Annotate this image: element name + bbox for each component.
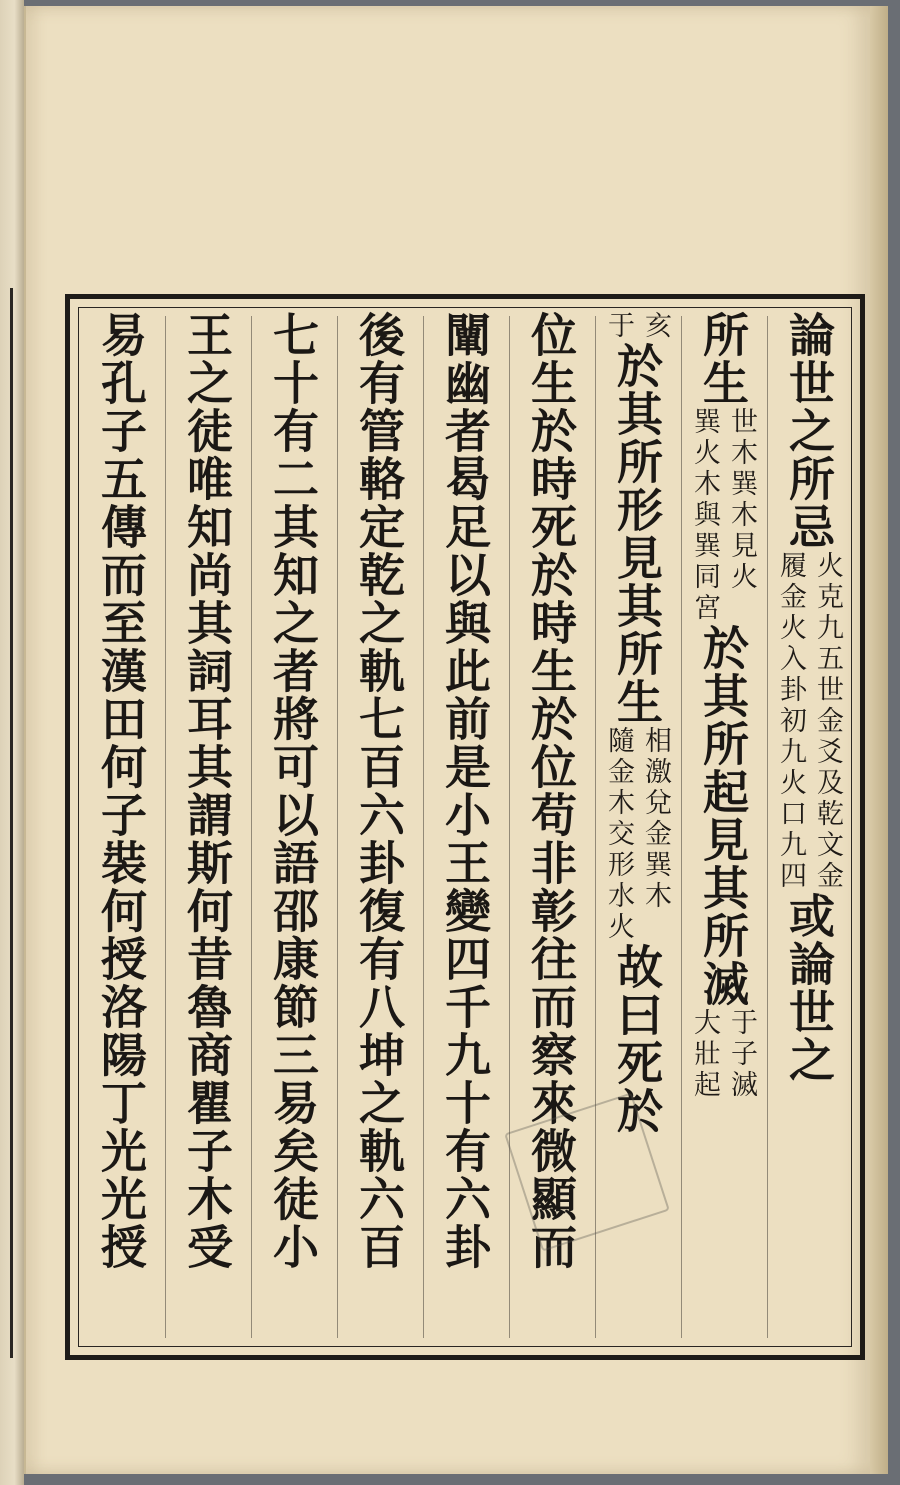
note-line: 隨金木交形水火 [603,726,634,943]
main-text: 易孔子五傳而至漢田何子裝何授洛陽丁光光授 [94,311,148,1271]
interlinear-note [688,407,758,624]
note-line: 世木巽木見火 [726,407,757,593]
main-text: 於其所起見其所滅 [696,624,750,1008]
interlinear-note [774,551,844,892]
column-rule [423,316,424,1338]
interlinear-note [602,726,672,943]
column-rule [165,316,166,1338]
main-text: 後有管輅定乾之軌七百六卦復有八坤之軌六百 [352,311,406,1271]
previous-leaf-edge [0,0,24,1485]
main-text: 故曰死於 [610,943,664,1135]
text-column [86,311,156,1367]
note-line: 履金火入卦初九火口九四 [775,551,806,892]
interlinear-note [602,311,672,342]
text-frame [65,294,865,1360]
note-line: 大壯起 [689,1008,720,1101]
text-column [774,311,844,1367]
text-column [688,311,758,1367]
page-fore-edge [870,6,888,1474]
text-column [430,311,500,1367]
column-rule [509,316,510,1338]
text-column [258,311,328,1367]
note-line: 亥 [640,311,671,342]
column-rule [767,316,768,1338]
note-line: 相激兌金巽木 [640,726,671,912]
text-column [344,311,414,1367]
main-text: 王之徒唯知尚其詞耳其謂斯何昔魯商瞿子木受 [180,311,234,1271]
note-line: 巽火木與巽同宮 [689,407,720,624]
column-rule [681,316,682,1338]
main-text: 或論世之 [782,892,836,1084]
previous-leaf-frame-line [0,288,13,1358]
text-column [172,311,242,1367]
column-rule [337,316,338,1338]
main-text: 於其所形見其所生 [610,342,664,726]
main-text: 七十有二其知之者將可以語邵康節三易矣徒小 [266,311,320,1271]
note-line: 于子滅 [726,1008,757,1101]
interlinear-note [688,1008,758,1101]
main-text: 所生 [696,311,750,407]
main-text: 論世之所忌 [782,311,836,551]
main-text: 闡幽者曷足以與此前是小王變四千九十有六卦 [438,311,492,1271]
main-text: 位生於時死於時生於位苟非彰往而察來微顯而 [524,311,578,1271]
column-rule [251,316,252,1338]
note-line: 火克九五世金爻及乾文金 [812,551,843,892]
note-line: 于 [603,311,634,342]
